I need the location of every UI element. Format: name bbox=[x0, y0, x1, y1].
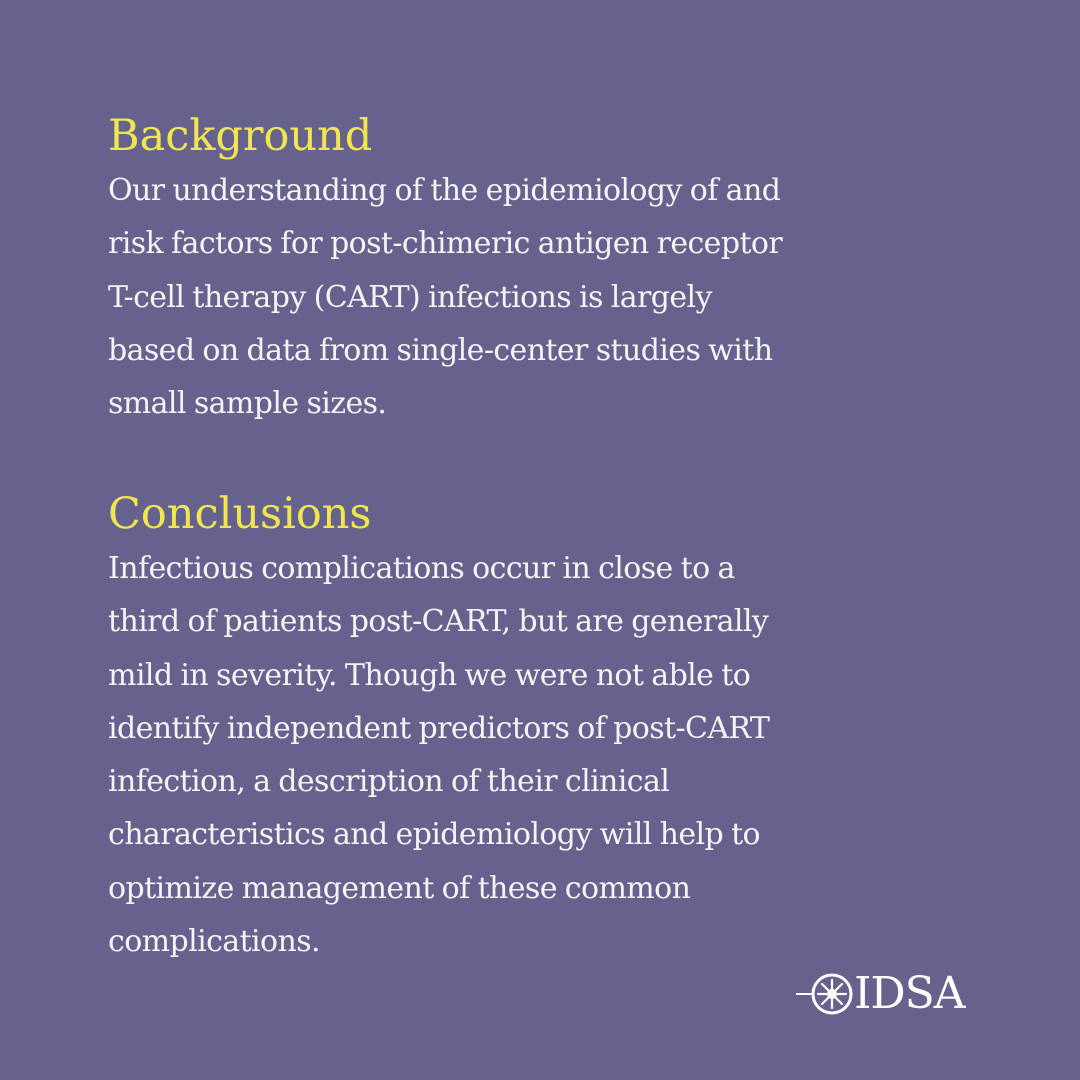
background-line: risk factors for post-chimeric antigen receptor bbox=[108, 226, 783, 262]
conclusions-line: optimize management of these common bbox=[108, 870, 691, 906]
conclusions-line: identify independent predictors of post-CART bbox=[108, 710, 770, 746]
conclusions-line: characteristics and epidemiology will help to bbox=[108, 817, 760, 853]
conclusions-line: Infectious complications occur in close to a bbox=[108, 551, 735, 586]
background-section bbox=[108, 106, 988, 430]
background-line: small sample sizes. bbox=[108, 386, 387, 422]
logo-text: IDSA bbox=[854, 968, 965, 1019]
conclusions-body bbox=[108, 542, 988, 968]
background-body bbox=[108, 164, 988, 430]
conclusions-line: infection, a description of their clinical bbox=[108, 764, 670, 800]
idsa-logo bbox=[796, 966, 976, 1022]
conclusions-heading: Conclusions bbox=[108, 489, 372, 539]
background-heading: Background bbox=[108, 111, 373, 161]
background-line: T-cell therapy (CART) infections is largely bbox=[108, 279, 712, 315]
conclusions-line: complications. bbox=[108, 924, 320, 960]
conclusions-line: mild in severity. Though we were not able to bbox=[108, 657, 751, 693]
background-line: Our understanding of the epidemiology of and bbox=[108, 173, 781, 208]
background-line: based on data from single-center studies with bbox=[108, 332, 773, 368]
conclusions-section bbox=[108, 484, 988, 968]
star-circle-icon bbox=[796, 966, 856, 1022]
conclusions-line: third of patients post-CART, but are generally bbox=[108, 604, 769, 640]
